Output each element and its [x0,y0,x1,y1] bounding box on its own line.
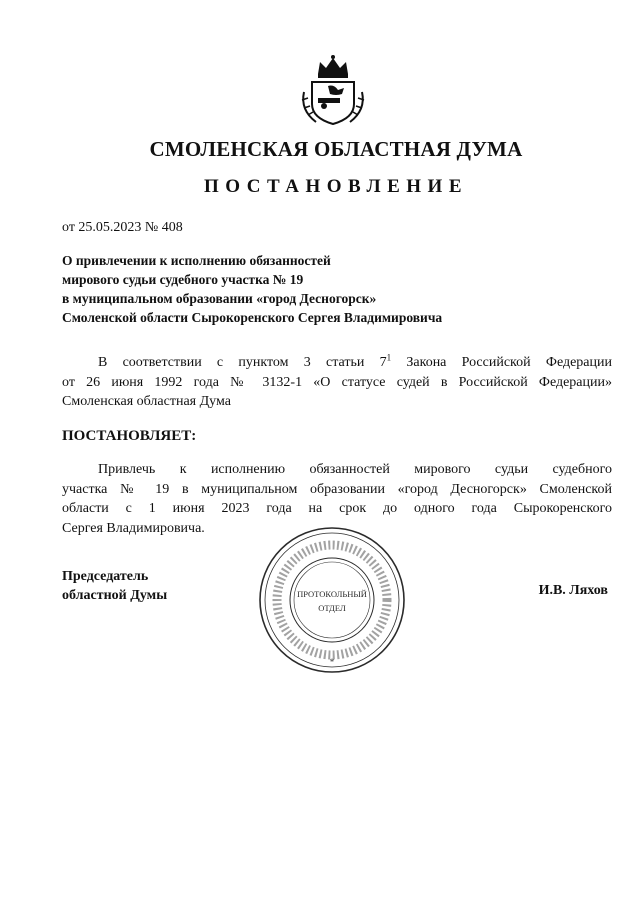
preamble-paragraph [62,353,612,412]
preamble-line [62,353,612,373]
signatory-title-line: областной Думы [62,588,168,603]
body-line: участка № 19 в муниципальном образовании «город Десногорск» Смоленской [62,481,612,497]
subject-line: Смоленской области Сырокоренского Сергея Владимировича [62,310,443,325]
signatory-name: И.В. Ляхов [538,583,608,598]
preamble-text: В соответствии с пунктом 3 статьи 7 [98,355,387,370]
article-superscript: 1 [386,352,392,363]
subject-line: мирового судьи судебного участка № 19 [62,272,304,287]
signatory-title-line: Председатель [62,569,149,584]
document-subject [62,251,442,327]
body-line: Сергея Владимировича. [62,520,205,536]
preamble-line: от 26 июня 1992 года № 3132-1 «О статусе судей в Российской Федерации» [62,374,612,390]
body-line: области с 1 июня 2023 года на срок до одного года Сырокоренского [62,501,612,516]
signatory-title [62,567,167,605]
coat-of-arms-icon [298,52,368,127]
subject-line: О привлечении к исполнению обязанностей [62,253,331,268]
official-stamp [252,525,412,675]
stamp-center-line: ПРОТОКОЛЬНЫЙ [297,589,367,599]
body-line: Привлечь к исполнению обязанностей мирового судьи судебного [98,462,612,477]
svg-text:*: * [329,657,335,667]
preamble-line: Смоленская областная Дума [62,394,231,409]
organization-title: СМОЛЕНСКАЯ ОБЛАСТНАЯ ДУМА [149,137,523,161]
document-date-number: от 25.05.2023 № 408 [62,220,183,235]
document-type: ПОСТАНОВЛЕНИЕ [203,176,469,197]
stamp-center-line: ОТДЕЛ [318,603,346,613]
preamble-text: Закона Российской Федерации [391,355,613,370]
subject-line: в муниципальном образовании «город Десногорск» [62,291,377,306]
resolve-heading: ПОСТАНОВЛЯЕТ: [62,428,197,444]
